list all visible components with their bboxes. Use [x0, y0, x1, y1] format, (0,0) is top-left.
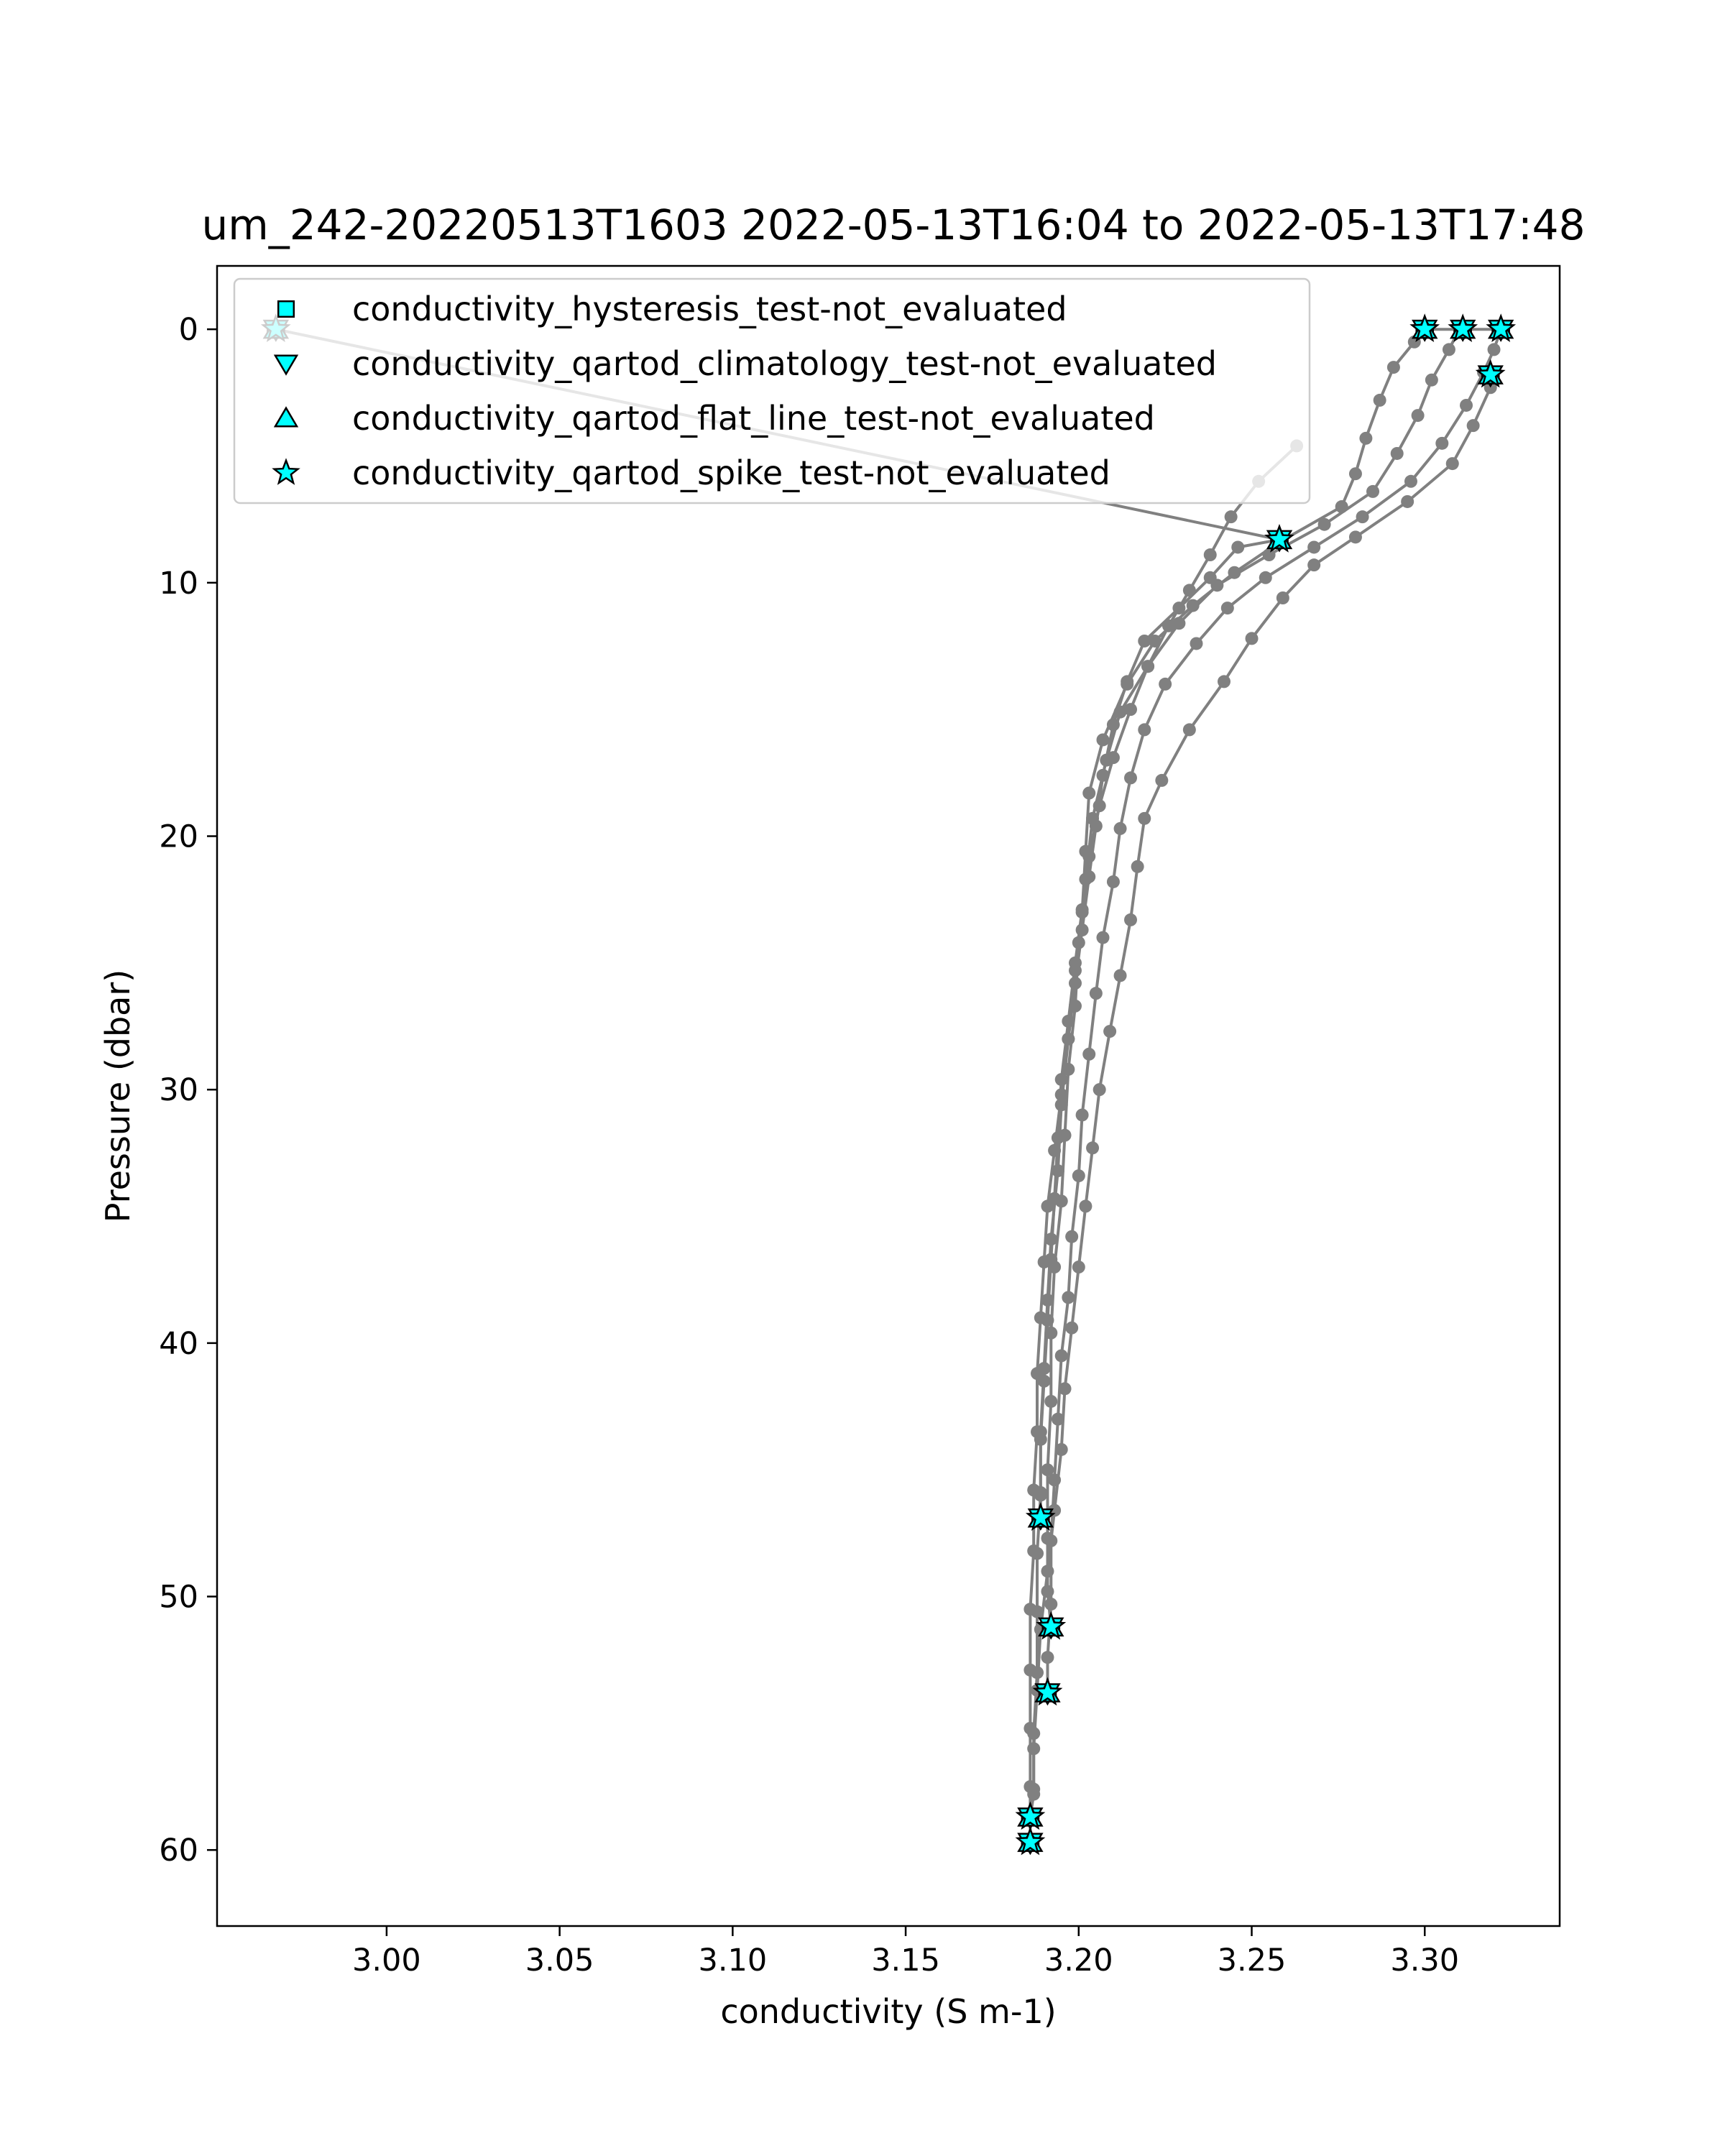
- data-point: [1090, 819, 1103, 832]
- data-point: [1349, 530, 1362, 543]
- data-point: [1391, 447, 1404, 460]
- data-point: [1155, 774, 1168, 787]
- data-point: [1072, 1261, 1085, 1273]
- data-point: [1041, 1651, 1054, 1664]
- data-point: [1374, 394, 1386, 407]
- data-point: [1065, 1230, 1078, 1243]
- data-point: [1107, 875, 1120, 888]
- legend-label: conductivity_hysteresis_test-not_evaluated: [352, 290, 1067, 328]
- data-point: [1307, 540, 1320, 553]
- data-point: [1093, 799, 1106, 812]
- legend: [234, 279, 1310, 503]
- data-point: [1446, 457, 1459, 470]
- data-point: [1221, 602, 1234, 614]
- y-tick-label: 60: [159, 1833, 198, 1869]
- data-point: [1228, 566, 1241, 579]
- data-point: [1076, 1108, 1089, 1121]
- data-point: [1460, 399, 1473, 412]
- data-point: [1359, 432, 1372, 445]
- x-tick-label: 3.10: [698, 1943, 768, 1978]
- x-tick-label: 3.30: [1390, 1943, 1460, 1978]
- data-point: [1038, 1375, 1051, 1388]
- data-point: [1231, 540, 1244, 553]
- data-point: [1131, 860, 1144, 873]
- data-point: [1162, 619, 1175, 632]
- x-axis-label: conductivity (S m-1): [720, 1992, 1057, 2031]
- data-point: [1138, 635, 1151, 648]
- data-point: [1041, 1314, 1054, 1327]
- data-point: [1044, 1233, 1057, 1245]
- data-point: [1159, 678, 1172, 691]
- data-point: [1055, 1073, 1068, 1086]
- data-point: [1096, 931, 1109, 944]
- data-point: [1076, 923, 1089, 936]
- x-tick-label: 3.05: [525, 1943, 594, 1978]
- legend-label: conductivity_qartod_climatology_test-not_evaluated: [352, 344, 1218, 383]
- x-tick-label: 3.20: [1044, 1943, 1113, 1978]
- y-tick-label: 20: [159, 819, 198, 855]
- data-point: [1488, 343, 1501, 356]
- data-point: [1076, 903, 1089, 916]
- data-point: [1225, 510, 1238, 523]
- data-point: [1335, 500, 1348, 513]
- data-point: [1044, 1327, 1057, 1340]
- data-point: [1052, 1131, 1064, 1144]
- chart-title: um_242-20220513T1603 2022-05-13T16:04 to 2022-05-13T17:48: [201, 201, 1586, 249]
- data-point: [1138, 812, 1151, 825]
- data-point: [1069, 957, 1082, 969]
- data-point: [1048, 1473, 1061, 1486]
- data-point: [1190, 637, 1202, 650]
- data-point: [1425, 374, 1438, 387]
- data-point: [1031, 1606, 1044, 1618]
- data-point: [1114, 969, 1127, 982]
- data-point: [1034, 1433, 1047, 1446]
- data-point: [1114, 822, 1127, 835]
- data-point: [1041, 1565, 1054, 1577]
- data-point: [1096, 769, 1109, 782]
- data-point: [1366, 485, 1379, 498]
- data-point: [1082, 850, 1095, 863]
- data-point: [1052, 1413, 1064, 1426]
- data-point: [1072, 936, 1085, 949]
- data-point: [1246, 632, 1259, 645]
- data-point: [1093, 1083, 1106, 1096]
- y-axis-label: Pressure (dbar): [98, 969, 137, 1223]
- data-point: [1052, 1164, 1064, 1177]
- data-point: [1041, 1585, 1054, 1598]
- data-point: [1412, 409, 1425, 422]
- data-point: [1183, 723, 1196, 736]
- data-point: [1356, 510, 1369, 523]
- data-point: [1349, 467, 1362, 480]
- data-point: [1062, 1291, 1075, 1304]
- data-point: [1096, 733, 1109, 746]
- data-point: [1276, 591, 1289, 604]
- y-tick-label: 40: [159, 1325, 198, 1362]
- data-point: [1069, 1000, 1082, 1013]
- y-tick-label: 0: [178, 312, 198, 349]
- data-point: [1467, 419, 1480, 432]
- data-point: [1218, 675, 1230, 688]
- data-point: [1259, 571, 1272, 584]
- data-point: [1090, 987, 1103, 1000]
- data-point: [1086, 1141, 1099, 1154]
- data-point: [1055, 1443, 1068, 1456]
- data-point: [1027, 1727, 1040, 1740]
- data-point: [1263, 548, 1276, 561]
- y-tick-label: 30: [159, 1072, 198, 1109]
- legend-label: conductivity_qartod_flat_line_test-not_evaluated: [352, 399, 1155, 438]
- data-point: [1404, 475, 1417, 488]
- data-point: [1072, 1169, 1085, 1182]
- data-point: [1124, 913, 1137, 926]
- data-point: [1204, 548, 1217, 561]
- data-point: [1055, 1349, 1068, 1362]
- data-point: [1401, 495, 1414, 508]
- data-point: [1031, 1547, 1044, 1560]
- data-point: [1204, 571, 1217, 584]
- data-point: [1069, 977, 1082, 990]
- data-point: [1183, 584, 1196, 596]
- data-point: [1138, 723, 1151, 736]
- data-point: [1141, 660, 1154, 673]
- data-point: [1055, 1088, 1068, 1101]
- data-point: [1044, 1395, 1057, 1408]
- data-point: [1307, 558, 1320, 571]
- data-point: [1107, 751, 1120, 764]
- x-tick-label: 3.15: [871, 1943, 940, 1978]
- data-point: [1034, 1488, 1047, 1501]
- data-point: [1121, 675, 1133, 688]
- data-point: [1027, 1742, 1040, 1755]
- data-point: [1027, 1783, 1040, 1796]
- data-point: [1172, 602, 1185, 614]
- data-point: [1079, 1199, 1092, 1212]
- data-point: [1048, 1192, 1061, 1205]
- legend-marker-square: [278, 301, 294, 317]
- data-point: [1124, 703, 1137, 716]
- data-point: [1048, 1144, 1061, 1157]
- data-point: [1318, 518, 1331, 531]
- x-tick-label: 3.00: [352, 1943, 421, 1978]
- data-point: [1124, 771, 1137, 784]
- data-point: [1443, 343, 1455, 356]
- data-point: [1387, 361, 1400, 374]
- data-point: [1044, 1253, 1057, 1266]
- data-point: [1187, 599, 1200, 612]
- data-point: [1435, 437, 1448, 450]
- legend-label: conductivity_qartod_spike_test-not_evaluated: [352, 453, 1110, 492]
- data-point: [1107, 718, 1120, 731]
- data-point: [1031, 1666, 1044, 1679]
- y-tick-label: 10: [159, 565, 198, 602]
- data-point: [1082, 787, 1095, 800]
- x-tick-label: 3.25: [1217, 1943, 1287, 1978]
- data-point: [1062, 1033, 1075, 1046]
- data-point: [1082, 870, 1095, 883]
- data-point: [1041, 1294, 1054, 1307]
- data-point: [1065, 1322, 1078, 1335]
- data-point: [1044, 1598, 1057, 1611]
- data-point: [1059, 1382, 1072, 1395]
- data-point: [1103, 1025, 1116, 1038]
- data-point: [1062, 1015, 1075, 1028]
- data-point: [1044, 1534, 1057, 1547]
- data-point: [1082, 1048, 1095, 1061]
- y-tick-label: 50: [159, 1579, 198, 1616]
